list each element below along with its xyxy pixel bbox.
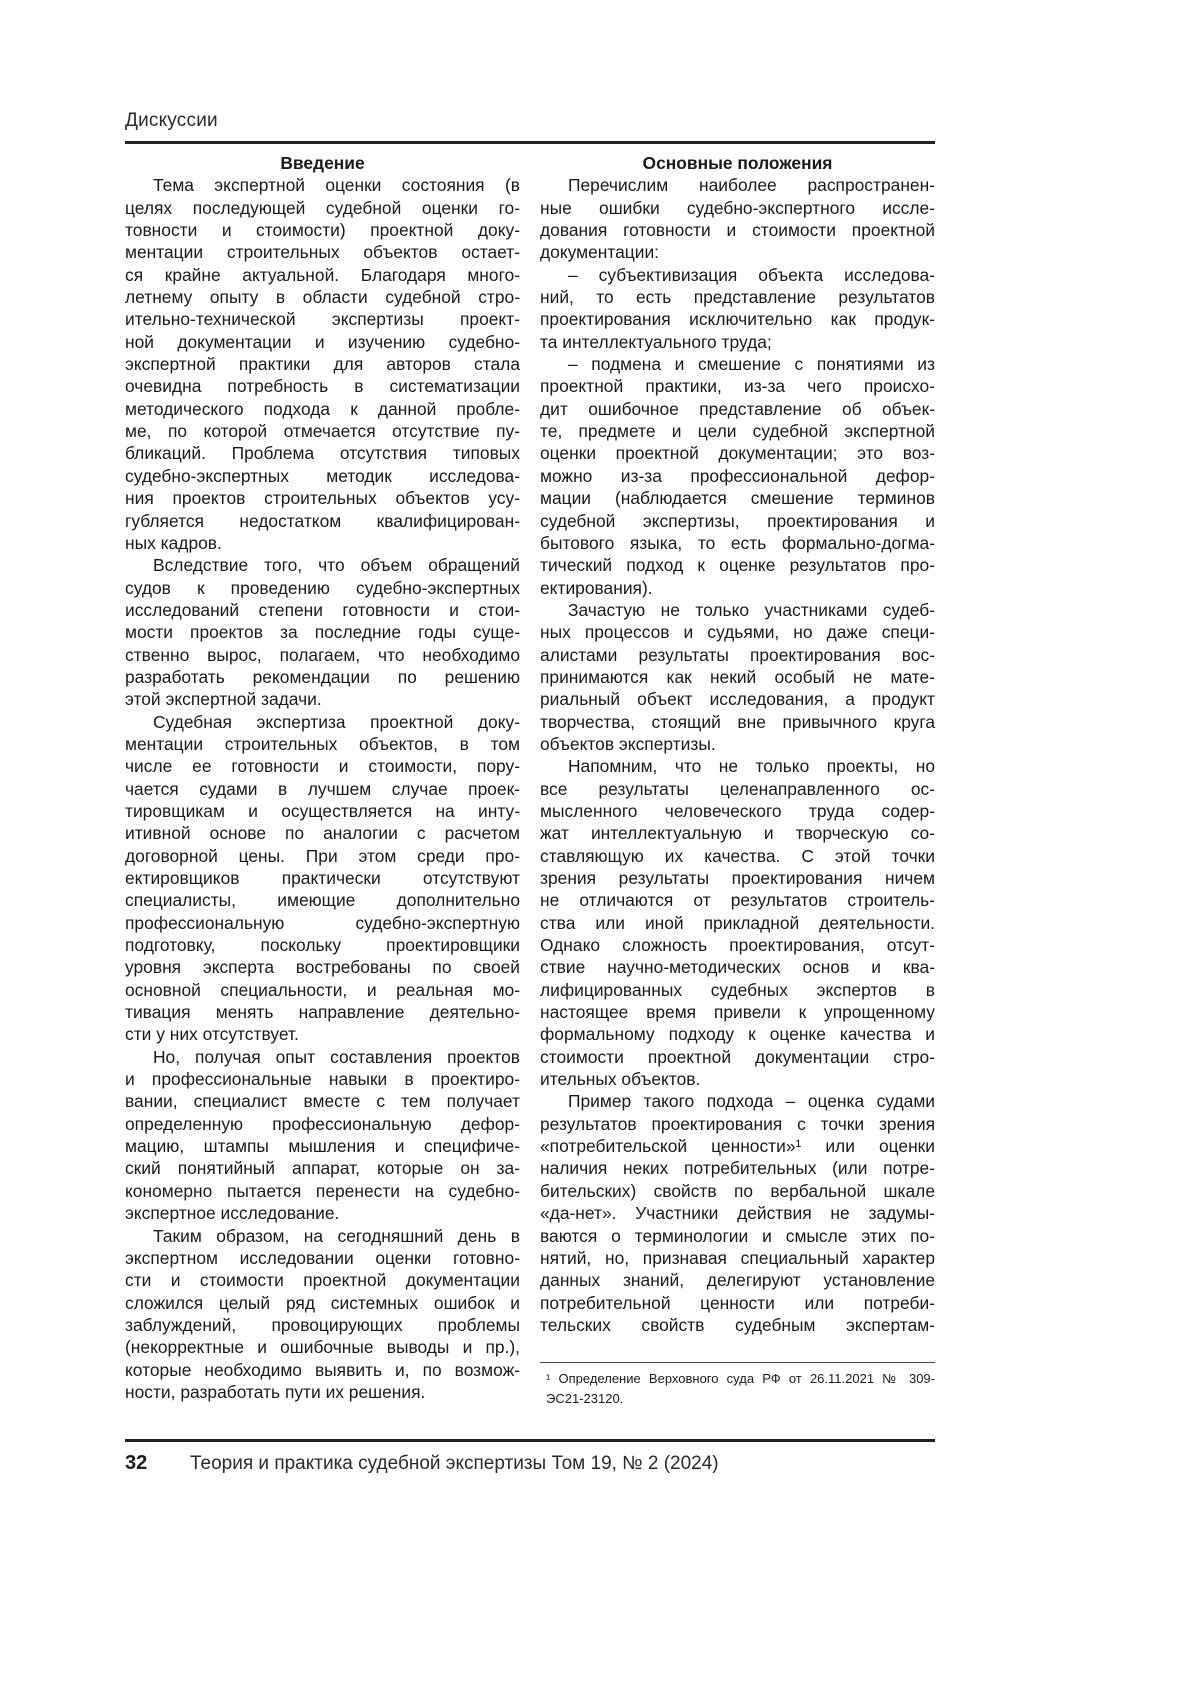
text-line: Тема экспертной оценки состояния (в: [125, 174, 520, 196]
text-line: Перечислим наиболее распространен-: [540, 174, 935, 196]
text-line: сти у них отсутствует.: [125, 1023, 520, 1045]
right-column: [540, 152, 935, 1336]
text-line: Однако сложность проектирования, отсут-: [540, 934, 935, 956]
paragraph: [125, 174, 520, 554]
text-line: подготовку, поскольку проектировщики: [125, 934, 520, 956]
text-line: результатов проектирования с точки зрения: [540, 1113, 935, 1135]
text-line: экспертное исследование.: [125, 1202, 520, 1224]
footnote-line: ¹ Определение Верховного суда РФ от 26.11.2021 № 309-: [540, 1369, 935, 1389]
text-line: Таким образом, на сегодняшний день в: [125, 1225, 520, 1247]
text-line: сти и стоимости проектной документации: [125, 1269, 520, 1291]
text-line: губляется недостатком квалифицирован-: [125, 510, 520, 532]
text-line: творчества, стоящий вне привычного круга: [540, 711, 935, 733]
text-line: мации (наблюдается смешение терминов: [540, 487, 935, 509]
text-line: ектировщиков практически отсутствуют: [125, 867, 520, 889]
text-line: Судебная экспертиза проектной доку-: [125, 711, 520, 733]
text-line: объектов экспертизы.: [540, 733, 935, 755]
text-line: «потребительской ценности»¹ или оценки: [540, 1135, 935, 1157]
text-line: жат интеллектуальную и творческую со-: [540, 822, 935, 844]
text-line: ментации строительных объектов остает-: [125, 241, 520, 263]
footnote-rule: [540, 1362, 935, 1363]
paragraph: [125, 711, 520, 1046]
text-line: специалисты, имеющие дополнительно: [125, 889, 520, 911]
text-line: тический подход к оценке результатов про-: [540, 554, 935, 576]
text-line: документации:: [540, 241, 935, 263]
text-line: ний, то есть представление результатов: [540, 286, 935, 308]
text-line: ментации строительных объектов, в том: [125, 733, 520, 755]
text-line: судов к проведению судебно-экспертных: [125, 577, 520, 599]
text-line: настоящее время привели к упрощенному: [540, 1001, 935, 1023]
section-heading: Основные положения: [540, 152, 935, 174]
text-line: потребительной ценности или потреби-: [540, 1292, 935, 1314]
text-line: та интеллектуального труда;: [540, 331, 935, 353]
footnote: [540, 1369, 935, 1409]
text-line: ский понятийный аппарат, которые он за-: [125, 1157, 520, 1179]
text-line: оценки проектной документации; это воз-: [540, 442, 935, 464]
text-line: заблуждений, провоцирующих проблемы: [125, 1314, 520, 1336]
text-line: не отличаются от результатов строитель-: [540, 889, 935, 911]
text-line: разработать рекомендации по решению: [125, 666, 520, 688]
text-line: ния проектов строительных объектов усу-: [125, 487, 520, 509]
paragraph: [125, 554, 520, 710]
text-line: ваются о терминологии и смысле этих по-: [540, 1225, 935, 1247]
text-line: судебной экспертизы, проектирования и: [540, 510, 935, 532]
text-line: тивация менять направление деятельно-: [125, 1001, 520, 1023]
text-line: бликаций. Проблема отсутствия типовых: [125, 442, 520, 464]
text-line: ектирования).: [540, 577, 935, 599]
paragraph: [540, 599, 935, 755]
text-line: ных кадров.: [125, 532, 520, 554]
text-line: лифицированных судебных экспертов в: [540, 979, 935, 1001]
text-line: те, предмете и цели судебной экспертной: [540, 420, 935, 442]
text-line: можно из-за профессиональной дефор-: [540, 465, 935, 487]
text-line: числе ее готовности и стоимости, пору-: [125, 755, 520, 777]
text-line: основной специальности, и реальная мо-: [125, 979, 520, 1001]
text-line: ительно-технической экспертизы проект-: [125, 308, 520, 330]
text-line: – подмена и смешение с понятиями из: [540, 353, 935, 375]
text-line: ствие научно-методических основ и ква-: [540, 956, 935, 978]
text-line: сложился целый ряд системных ошибок и: [125, 1292, 520, 1314]
text-line: мости проектов за последние годы суще-: [125, 621, 520, 643]
paragraph: [540, 174, 935, 263]
section-label: Дискуссии: [125, 110, 218, 132]
text-line: исследований степени готовности и стои-: [125, 599, 520, 621]
text-line: мысленного человеческого труда содер-: [540, 800, 935, 822]
paragraph: [540, 1090, 935, 1336]
paragraph: [540, 264, 935, 353]
text-line: (некорректные и ошибочные выводы и пр.),: [125, 1336, 520, 1358]
text-line: принимаются как некий особый не мате-: [540, 666, 935, 688]
text-line: и профессиональные навыки в проектиро-: [125, 1068, 520, 1090]
text-line: вании, специалист вместе с тем получает: [125, 1090, 520, 1112]
header-rule: [125, 141, 935, 144]
text-line: проектной практики, из-за чего происхо-: [540, 375, 935, 397]
text-line: целях последующей судебной оценки го-: [125, 197, 520, 219]
text-line: которые необходимо выявить и, по возмож-: [125, 1359, 520, 1381]
text-line: Вследствие того, что объем обращений: [125, 554, 520, 576]
text-line: ся крайне актуальной. Благодаря много-: [125, 264, 520, 286]
text-line: дования готовности и стоимости проектной: [540, 219, 935, 241]
text-line: этой экспертной задачи.: [125, 688, 520, 710]
text-line: судебно-экспертных методик исследова-: [125, 465, 520, 487]
text-line: ставляющую их качества. С этой точки: [540, 845, 935, 867]
text-line: определенную профессиональную дефор-: [125, 1113, 520, 1135]
section-heading: Введение: [125, 152, 520, 174]
text-line: проектирования исключительно как продук-: [540, 308, 935, 330]
text-line: бительских) свойств по вербальной шкале: [540, 1180, 935, 1202]
text-line: уровня эксперта востребованы по своей: [125, 956, 520, 978]
text-line: ной документации и изучению судебно-: [125, 331, 520, 353]
text-line: Напомним, что не только проекты, но: [540, 755, 935, 777]
paragraph: [540, 755, 935, 1090]
text-line: стоимости проектной документации стро-: [540, 1046, 935, 1068]
text-line: ства или иной прикладной деятельности.: [540, 912, 935, 934]
paragraph: [125, 1046, 520, 1225]
text-line: товности и стоимости) проектной доку-: [125, 219, 520, 241]
text-line: экспертном исследовании оценки готовно-: [125, 1247, 520, 1269]
left-column: [125, 152, 520, 1403]
text-line: профессиональную судебно-экспертную: [125, 912, 520, 934]
text-line: летнему опыту в области судебной стро-: [125, 286, 520, 308]
paragraph: [540, 353, 935, 599]
text-line: бытового языка, то есть формально-догма-: [540, 532, 935, 554]
page-number: 32: [125, 1452, 147, 1475]
text-line: договорной цены. При этом среди про-: [125, 845, 520, 867]
text-line: ственно вырос, полагаем, что необходимо: [125, 644, 520, 666]
text-line: Но, получая опыт составления проектов: [125, 1046, 520, 1068]
text-line: алистами результаты проектирования вос-: [540, 644, 935, 666]
paragraph: [125, 1225, 520, 1404]
text-line: формальному подходу к оценке качества и: [540, 1023, 935, 1045]
footnote-line: ЭС21-23120.: [540, 1389, 935, 1409]
text-line: методического подхода к данной пробле-: [125, 398, 520, 420]
text-line: наличия неких потребительных (или потре-: [540, 1157, 935, 1179]
text-line: ительных объектов.: [540, 1068, 935, 1090]
text-line: кономерно пытается перенести на судебно-: [125, 1180, 520, 1202]
text-line: тировщикам и осуществляется на инту-: [125, 800, 520, 822]
text-line: риальный объект исследования, а продукт: [540, 688, 935, 710]
text-line: зрения результаты проектирования ничем: [540, 867, 935, 889]
text-line: Пример такого подхода – оценка судами: [540, 1090, 935, 1112]
text-line: ных процессов и судьями, но даже специ-: [540, 621, 935, 643]
text-line: очевидна потребность в систематизации: [125, 375, 520, 397]
text-line: ме, по которой отмечается отсутствие пу-: [125, 420, 520, 442]
text-line: мацию, штампы мышления и специфиче-: [125, 1135, 520, 1157]
text-line: данных знаний, делегируют установление: [540, 1269, 935, 1291]
text-line: экспертной практики для авторов стала: [125, 353, 520, 375]
footer-rule: [125, 1439, 935, 1442]
text-line: ности, разработать пути их решения.: [125, 1381, 520, 1403]
text-line: Зачастую не только участниками судеб-: [540, 599, 935, 621]
journal-title: Теория и практика судебной экспертизы Том 19, № 2 (2024): [190, 1453, 719, 1475]
text-line: все результаты целенаправленного ос-: [540, 778, 935, 800]
text-line: ные ошибки судебно-экспертного иссле-: [540, 197, 935, 219]
text-line: дит ошибочное представление об объек-: [540, 398, 935, 420]
text-line: – субъективизация объекта исследова-: [540, 264, 935, 286]
text-line: чается судами в лучшем случае проек-: [125, 778, 520, 800]
text-line: «да-нет». Участники действия не задумы-: [540, 1202, 935, 1224]
text-line: нятий, но, признавая специальный характер: [540, 1247, 935, 1269]
text-line: тельских свойств судебным экспертам-: [540, 1314, 935, 1336]
text-line: итивной основе по аналогии с расчетом: [125, 822, 520, 844]
